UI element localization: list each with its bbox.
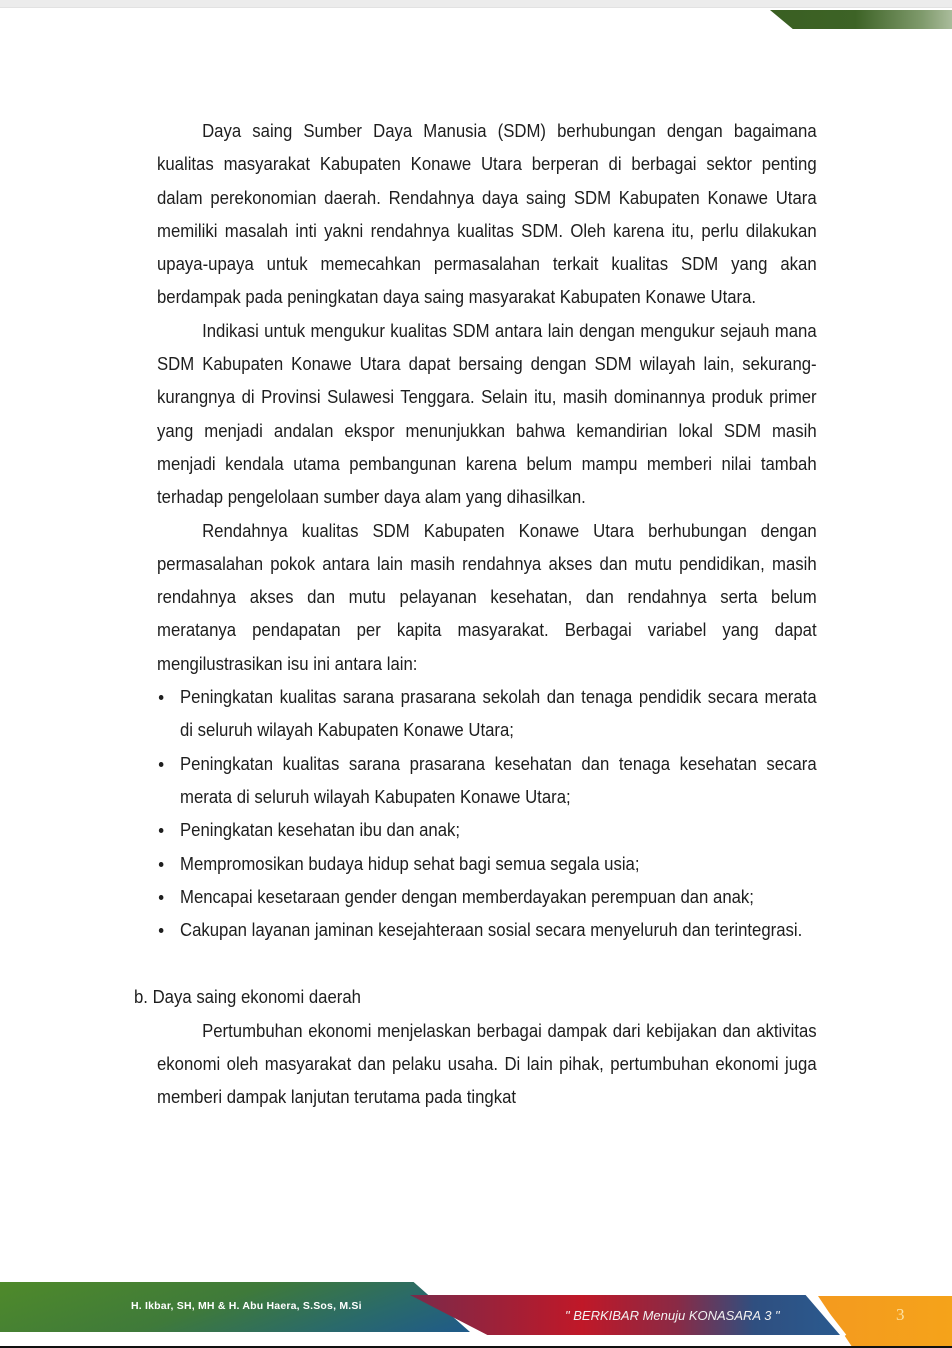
bullet-icon	[159, 828, 164, 833]
paragraph-sdm-problems: Rendahnya kualitas SDM Kabupaten Konawe Utara berhubungan dengan permasalahan pokok antara lain masih rendahnya akses dan mutu pendidikan, masih rendahnya akses dan mutu pelayanan kesehatan, dan rendahnya serta belum meratanya pendapatan per kapita masyarakat. Berbagai variabel yang dapat mengilustrasikan isu ini antara lain:	[157, 520, 817, 674]
bullet-icon	[159, 895, 164, 900]
footer-slogan: " BERKIBAR Menuju KONASARA 3 "	[565, 1308, 780, 1323]
bullet-icon	[159, 928, 164, 933]
paragraph-sdm-indication: Indikasi untuk mengukur kualitas SDM antara lain dengan mengukur sejauh mana SDM Kabupaten Konawe Utara dapat bersaing dengan SDM wilayah lain, sekurang-kurangnya di Provinsi Sulawesi Tenggara. Selain itu, masih dominannya produk primer yang menjadi andalan ekspor menunjukkan bahwa kemandirian lokal SDM masih menjadi kendala utama pembangunan karena belum mampu memberi nilai tambah terhadap pengelolaan sumber daya alam yang dihasilkan.	[157, 320, 817, 508]
paragraph-economic-growth: Pertumbuhan ekonomi menjelaskan berbagai dampak dari kebijakan dan aktivitas ekonomi oleh masyarakat dan pelaku usaha. Di lain pihak, pertumbuhan ekonomi juga memberi dampak lanjutan terutama pada tingkat	[157, 1020, 817, 1108]
paragraph-sdm-intro: Daya saing Sumber Daya Manusia (SDM) berhubungan dengan bagaimana kualitas masyarakat Kabupaten Konawe Utara berperan di berbagai sektor penting dalam perekonomian daerah. Rendahnya daya saing SDM Kabupaten Konawe Utara memiliki masalah inti yakni rendahnya kualitas SDM. Oleh karena itu, perlu dilakukan upaya-upaya untuk memecahkan permasalahan terkait kualitas SDM yang akan berdampak pada peningkatan daya saing masyarakat Kabupaten Konawe Utara.	[157, 121, 817, 308]
list-item: Mencapai kesetaraan gender dengan memberdayakan perempuan dan anak;	[157, 881, 817, 914]
page-footer	[0, 1280, 952, 1348]
page-number: 3	[896, 1305, 905, 1324]
bullet-icon	[159, 762, 164, 767]
list-item: Peningkatan kesehatan ibu dan anak;	[157, 814, 817, 847]
list-item: Mempromosikan budaya hidup sehat bagi semua segala usia;	[157, 848, 817, 881]
list-item: Cakupan layanan jaminan kesejahteraan sosial secara menyeluruh dan terintegrasi.	[157, 914, 817, 947]
list-item: Peningkatan kualitas sarana prasarana kesehatan dan tenaga kesehatan secara merata di seluruh wilayah Kabupaten Konawe Utara;	[157, 748, 817, 815]
section-heading: b. Daya saing ekonomi daerah	[134, 987, 361, 1008]
bullet-list	[157, 681, 817, 947]
viewer-top-bar	[0, 0, 952, 8]
bullet-icon	[159, 862, 164, 867]
list-item: Peningkatan kualitas sarana prasarana sekolah dan tenaga pendidik secara merata di seluruh wilayah Kabupaten Konawe Utara;	[157, 681, 817, 748]
footer-orange-band	[818, 1296, 952, 1348]
footer-authors: H. Ikbar, SH, MH & H. Abu Haera, S.Sos, M.Si	[131, 1300, 362, 1312]
header-accent-bar	[770, 10, 952, 29]
bullet-icon	[159, 695, 164, 700]
page-body	[134, 115, 817, 1115]
